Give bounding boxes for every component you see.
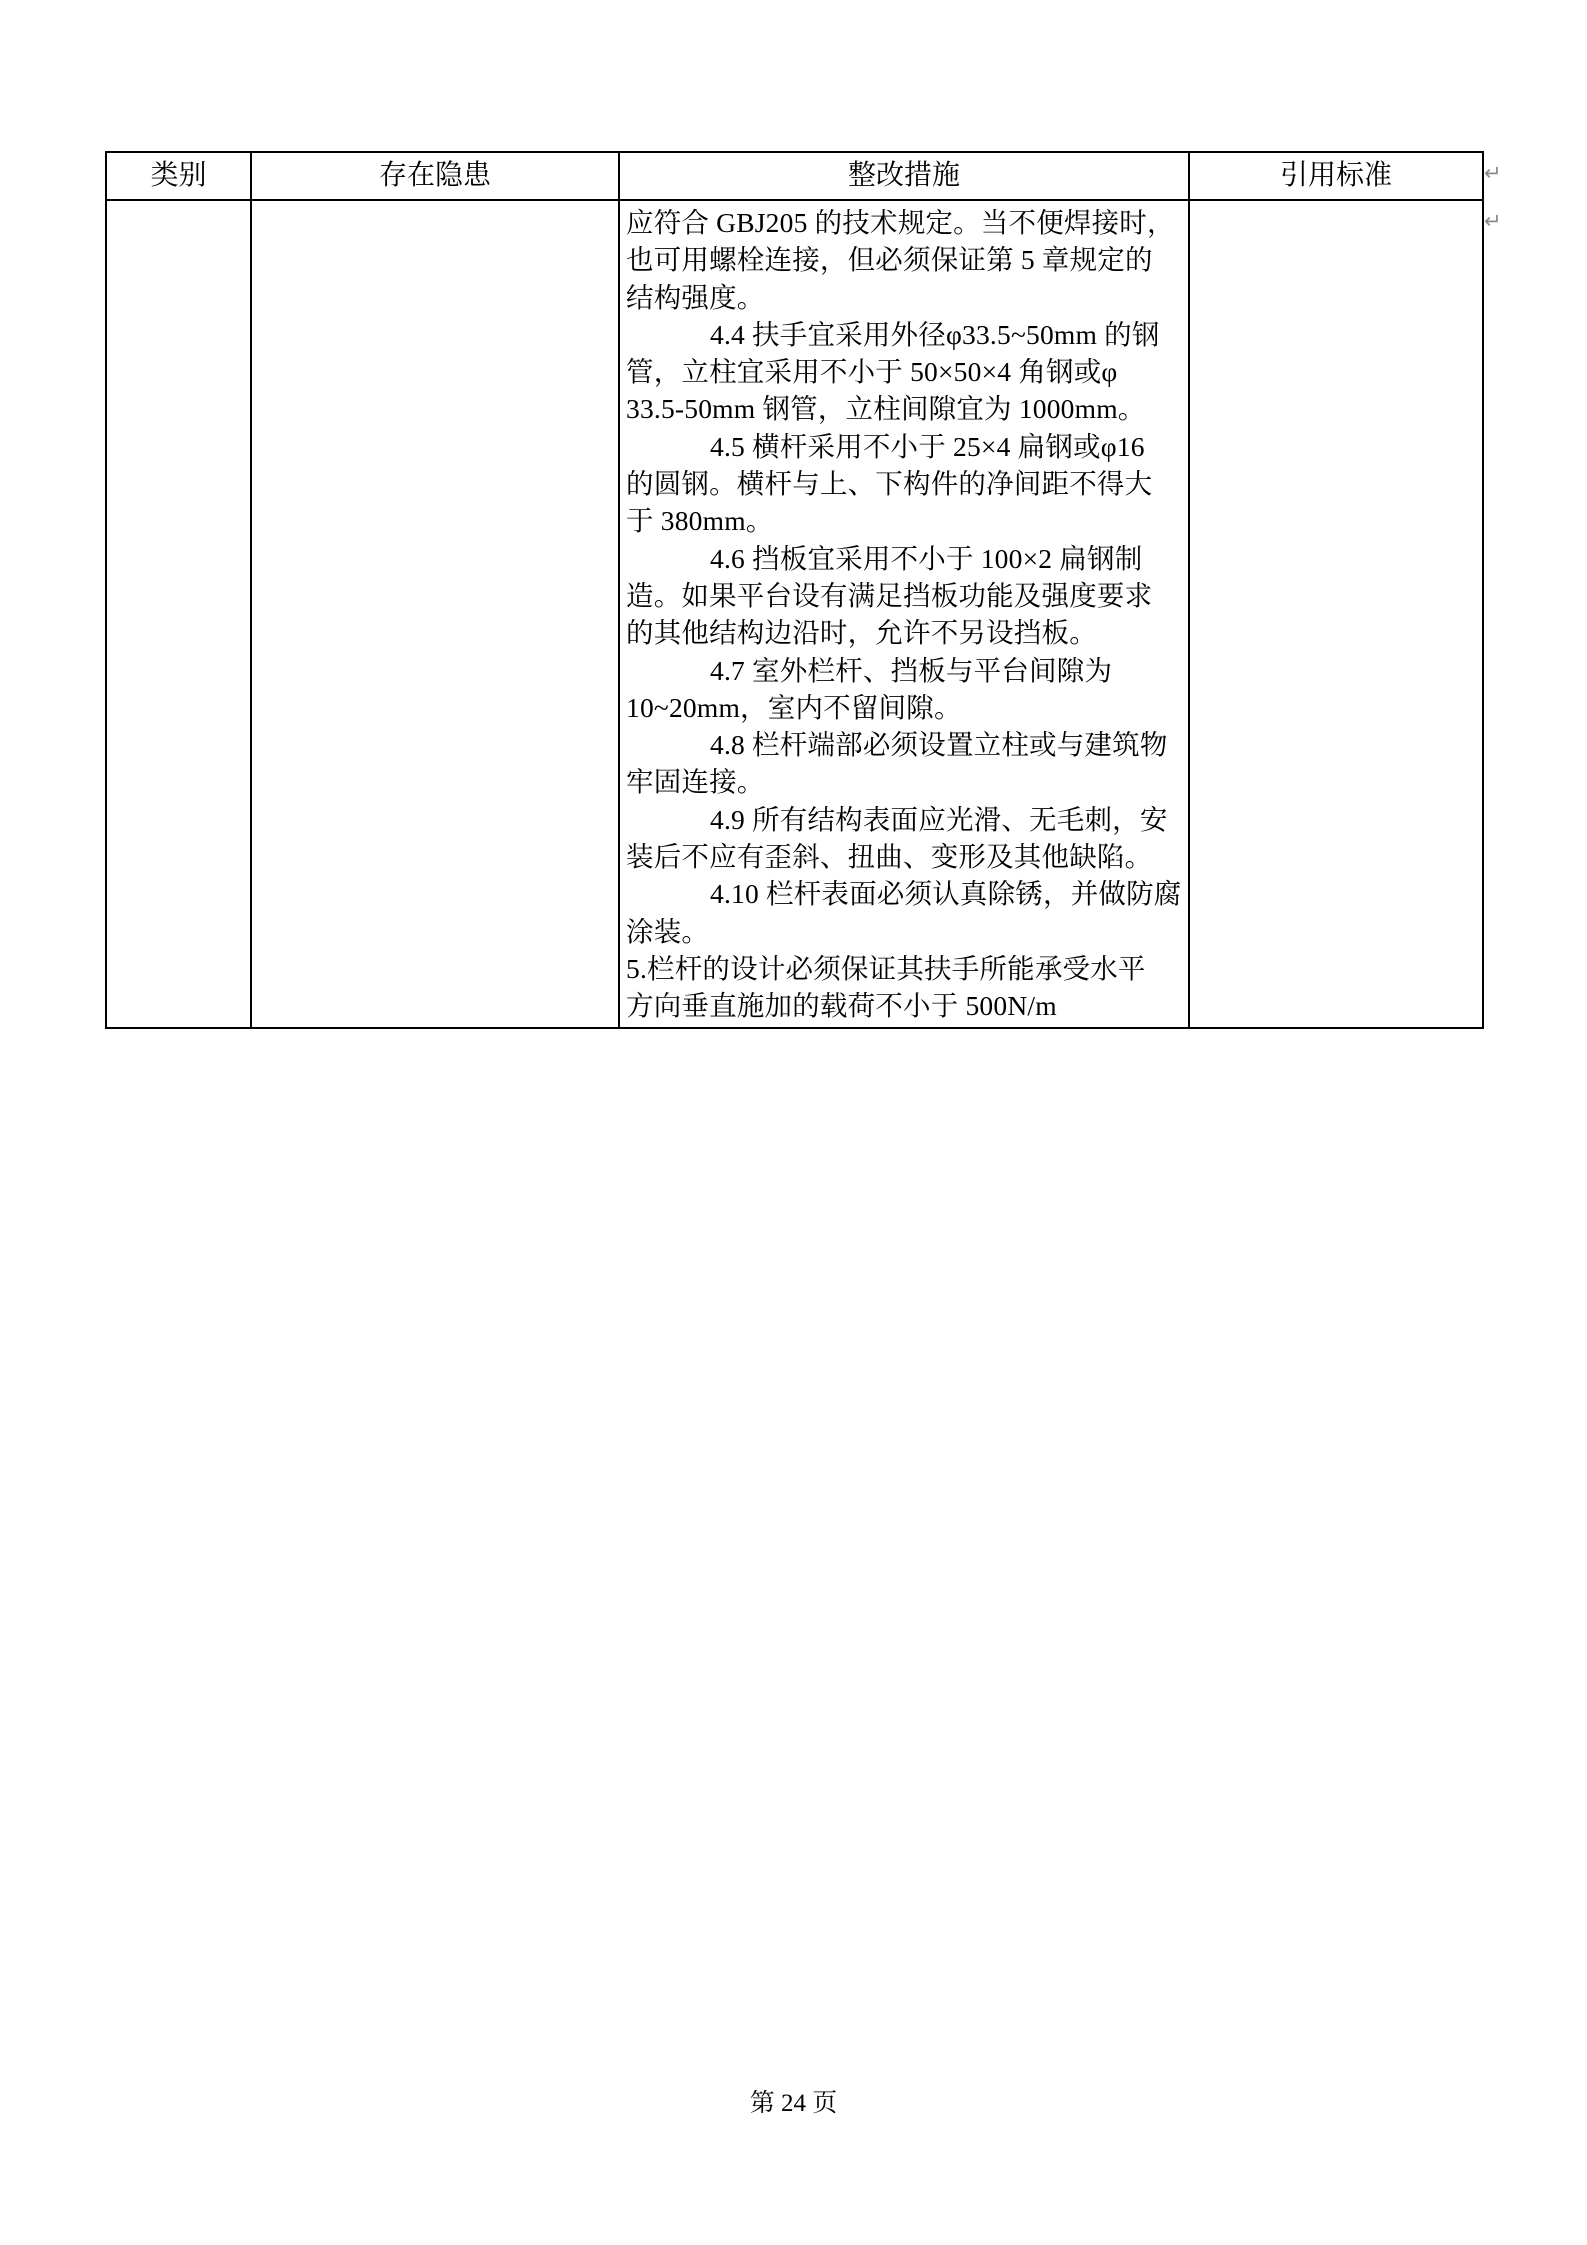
table-row [106, 200, 1483, 1028]
header-standard: 引用标准 [1189, 152, 1483, 200]
measures-line: 的其他结构边沿时，允许不另设挡板。 [626, 617, 1097, 649]
measures-line: 涂装。 [626, 915, 710, 947]
measures-line: 4.6 挡板宜采用不小于 100×2 扁钢制 [710, 542, 1143, 574]
measures-line: 管，立柱宜采用不小于 50×50×4 角钢或φ [626, 356, 1118, 388]
paragraph-return-icon: ↵ [1484, 209, 1502, 233]
page-number: 第 24 页 [749, 2090, 838, 2117]
measures-line: 造。如果平台设有满足挡板功能及强度要求 [626, 579, 1153, 611]
cell-measures [619, 200, 1189, 1028]
rectification-table [105, 151, 1484, 1029]
measures-line: 4.10 栏杆表面必须认真除锈，并做防腐 [710, 878, 1182, 910]
measures-line: 10~20mm，室内不留间隙。 [626, 691, 962, 723]
measures-line: 也可用螺栓连接，但必须保证第 5 章规定的 [626, 244, 1153, 276]
header-measures: 整改措施 [619, 152, 1189, 200]
cell-category [106, 200, 251, 1028]
measures-line: 牢固连接。 [626, 766, 765, 798]
cell-standard [1189, 200, 1483, 1028]
header-category: 类别 [106, 152, 251, 200]
table-header-row [106, 152, 1483, 200]
measures-line: 4.8 栏杆端部必须设置立柱或与建筑物 [710, 729, 1168, 761]
measures-line: 方向垂直施加的载荷不小于 500N/m [626, 990, 1057, 1022]
measures-line: 4.9 所有结构表面应光滑、无毛刺，安 [710, 803, 1168, 835]
measures-line: 4.4 扶手宜采用外径φ33.5~50mm 的钢 [710, 318, 1160, 350]
measures-line: 于 380mm。 [626, 505, 774, 537]
measures-line: 装后不应有歪斜、扭曲、变形及其他缺陷。 [626, 841, 1153, 873]
header-hazard: 存在隐患 [251, 152, 619, 200]
measures-line: 4.7 室外栏杆、挡板与平台间隙为 [710, 654, 1113, 686]
measures-line: 5.栏杆的设计必须保证其扶手所能承受水平 [626, 952, 1146, 984]
measures-line: 结构强度。 [626, 281, 765, 313]
measures-line: 的圆钢。横杆与上、下构件的净间距不得大 [626, 468, 1153, 500]
measures-line: 4.5 横杆采用不小于 25×4 扁钢或φ16 [710, 430, 1145, 462]
cell-hazard [251, 200, 619, 1028]
paragraph-return-icon: ↵ [1484, 161, 1502, 185]
measures-line: 应符合 GBJ205 的技术规定。当不便焊接时， [626, 207, 1175, 238]
measures-line: 33.5-50mm 钢管，立柱间隙宜为 1000mm。 [626, 393, 1146, 425]
measures-text-block [620, 201, 1188, 1027]
